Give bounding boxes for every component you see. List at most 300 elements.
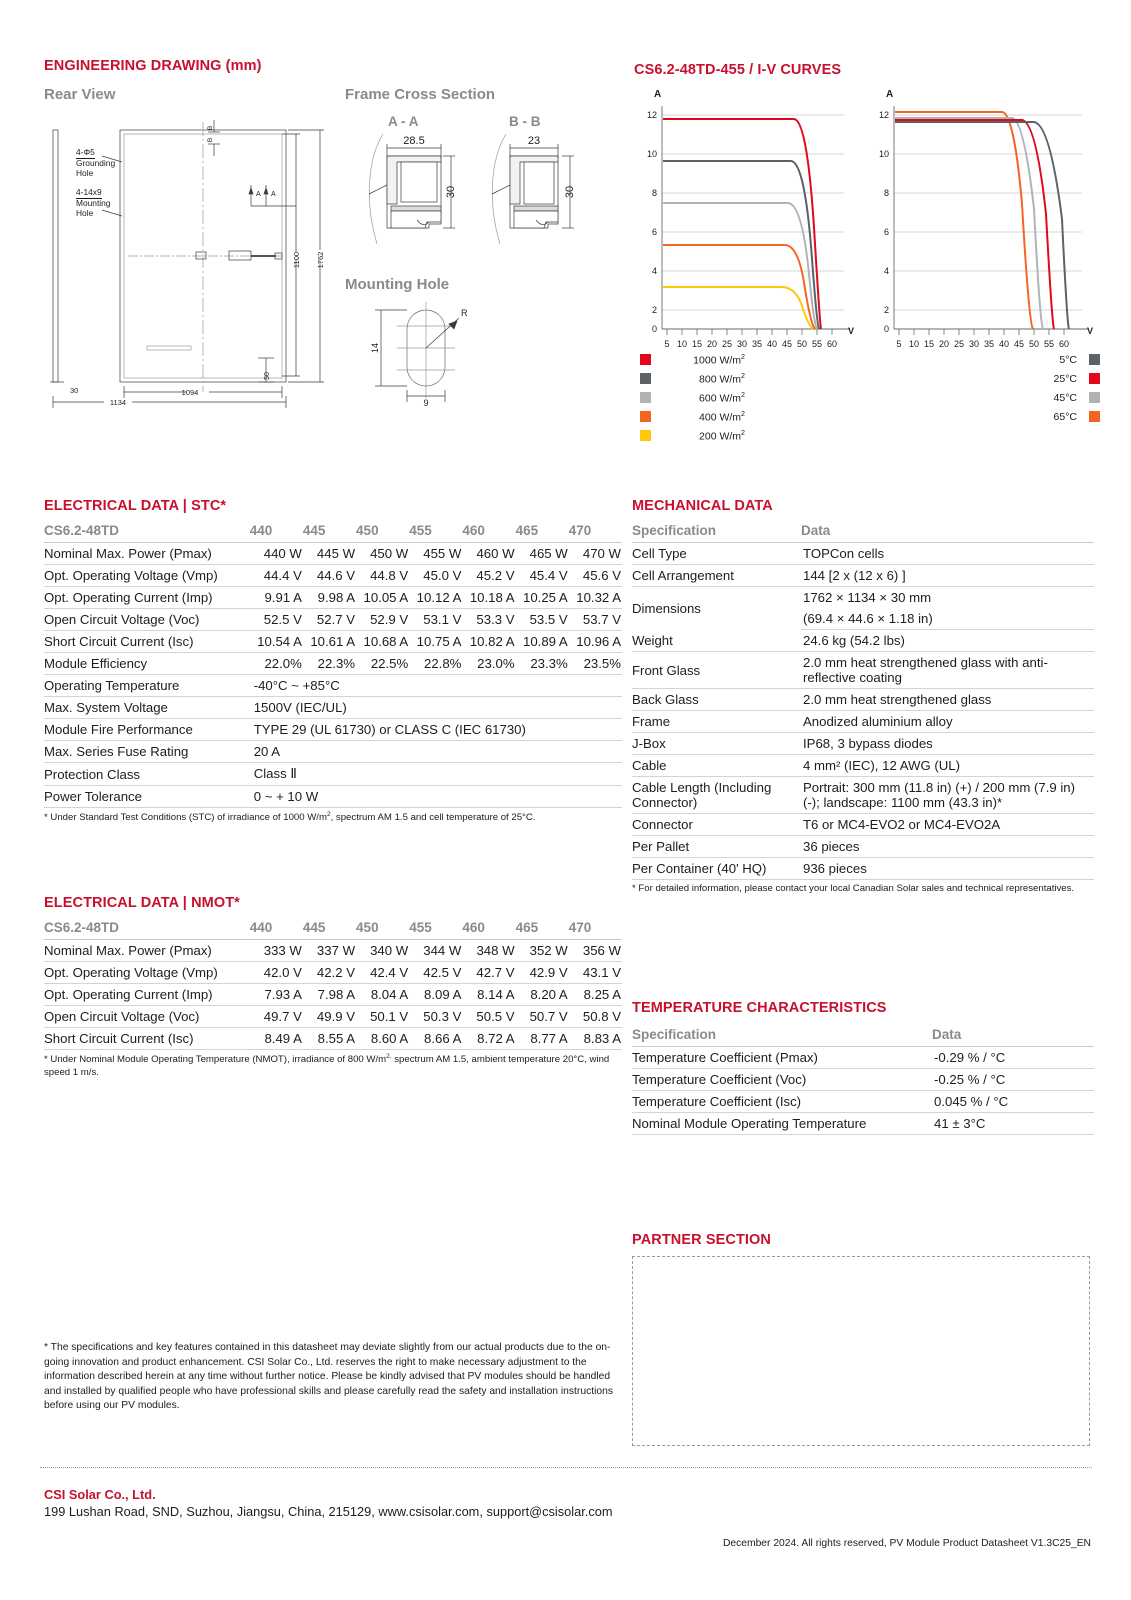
- row-value: Anodized aluminium alloy: [801, 711, 1094, 733]
- nmot-footnote: [44, 1053, 622, 1079]
- company-address: 199 Lushan Road, SND, Suzhou, Jiangsu, China, 215129, www.csisolar.com, support@csisolar.com: [44, 1504, 613, 1519]
- svg-text:35: 35: [751, 339, 763, 349]
- svg-text:2: 2: [883, 305, 889, 315]
- row-value: 44.6 V: [303, 565, 356, 587]
- row-value: -0.29 % / °C: [932, 1047, 1094, 1069]
- row-value: 50.5 V: [462, 1006, 515, 1028]
- row-value: 8.55 A: [303, 1028, 356, 1050]
- row-value: 936 pieces: [801, 858, 1094, 880]
- row-value: 337 W: [303, 940, 356, 962]
- row-value: 356 W: [569, 940, 622, 962]
- svg-text:4: 4: [651, 266, 657, 276]
- row-value: 10.05 A: [356, 587, 409, 609]
- temperature-title: TEMPERATURE CHARACTERISTICS: [632, 1000, 887, 1016]
- stc-variant-3: 455: [409, 520, 462, 543]
- svg-text:2: 2: [651, 305, 657, 315]
- row-value: 43.1 V: [569, 962, 622, 984]
- row-label: Nominal Module Operating Temperature: [632, 1113, 932, 1135]
- svg-text:12: 12: [646, 110, 657, 120]
- row-value: 10.75 A: [409, 631, 462, 653]
- dim-9: 9: [423, 398, 429, 408]
- temperature-data-header: Data: [932, 1024, 1094, 1047]
- mechanical-footnote: * For detailed information, please contact your local Canadian Solar sales and technical representatives.: [632, 883, 1075, 894]
- marker-b2: B: [207, 125, 214, 131]
- row-label: Back Glass: [632, 689, 801, 711]
- legend-label: 45°C: [1053, 391, 1077, 404]
- row-value: -0.25 % / °C: [932, 1069, 1094, 1091]
- table-row: [44, 719, 622, 741]
- legend-item: [640, 350, 760, 369]
- nmot-footnote-post: spectrum AM 1.5, ambient temperature 20°C, wind speed 1 m/s.: [44, 1054, 610, 1078]
- row-value: 52.9 V: [356, 609, 409, 631]
- electrical-data-nmot-block: [44, 895, 622, 1079]
- table-row: [632, 1091, 1094, 1113]
- row-value: 445 W: [303, 543, 356, 565]
- row-value: 42.9 V: [516, 962, 569, 984]
- row-label: Protection Class: [44, 763, 250, 786]
- nmot-footnote-pre: * Under Nominal Module Operating Temperature (NMOT), irradiance of 800 W/m: [44, 1054, 387, 1066]
- svg-text:10: 10: [676, 339, 688, 349]
- marker-a-right: A: [271, 191, 276, 198]
- footer-divider: [40, 1467, 1092, 1468]
- dim-30-aa: 30: [445, 185, 457, 199]
- svg-text:6: 6: [651, 227, 657, 237]
- row-label: Connector: [632, 814, 801, 836]
- table-row: [44, 1006, 622, 1028]
- legend-label: 5°C: [1059, 353, 1077, 366]
- svg-text:20: 20: [938, 339, 950, 349]
- legend-label: 200 $W/m^2$: [699, 428, 745, 443]
- row-value: 2.0 mm heat strengthened glass: [801, 689, 1094, 711]
- grounding-hole-line2: Hole: [76, 167, 94, 178]
- mechanical-table: [632, 520, 1094, 880]
- row-label: Opt. Operating Current (Imp): [44, 984, 250, 1006]
- mounting-hole-drawing: [355, 298, 505, 408]
- partner-section-box[interactable]: [632, 1256, 1090, 1446]
- row-value: 42.2 V: [303, 962, 356, 984]
- stc-variant-1: 445: [303, 520, 356, 543]
- row-label: Short Circuit Current (Isc): [44, 631, 250, 653]
- nmot-variant-0: 440: [250, 917, 303, 940]
- svg-text:45: 45: [781, 339, 793, 349]
- row-label: Per Pallet: [632, 836, 801, 858]
- table-row: [632, 543, 1094, 565]
- row-value: 23.3%: [516, 653, 569, 675]
- row-value: (69.4 × 44.6 × 1.18 in): [801, 608, 1094, 630]
- svg-text:4: 4: [883, 266, 889, 276]
- stc-variant-0: 440: [250, 520, 303, 543]
- svg-text:60: 60: [826, 339, 838, 349]
- row-value: 2.0 mm heat strengthened glass with anti-reflective coating: [801, 652, 1094, 689]
- mechanical-header-row: [632, 520, 1094, 543]
- svg-text:55: 55: [1043, 339, 1055, 349]
- curve-25c: [895, 120, 1054, 329]
- dim-1762: 1762: [316, 251, 325, 269]
- row-value: 22.0%: [250, 653, 303, 675]
- row-value: 4 mm² (IEC), 12 AWG (UL): [801, 755, 1094, 777]
- partner-section-title: PARTNER SECTION: [632, 1232, 771, 1248]
- svg-text:8: 8: [883, 188, 889, 198]
- row-value: 23.0%: [462, 653, 515, 675]
- table-row: [44, 587, 622, 609]
- row-label: Power Tolerance: [44, 786, 250, 808]
- dim-radius: R: [461, 308, 468, 318]
- row-value: 8.14 A: [462, 984, 515, 1006]
- document-version-footer: December 2024. All rights reserved, PV Module Product Datasheet V1.3C25_EN: [722, 1538, 1091, 1549]
- table-row: [632, 814, 1094, 836]
- iv-chart-temperature: [879, 89, 1093, 349]
- row-value: 41 ± 3°C: [932, 1113, 1094, 1135]
- legend-item: [640, 388, 760, 407]
- row-value: 10.89 A: [516, 631, 569, 653]
- row-value: 50.3 V: [409, 1006, 462, 1028]
- legend-swatch-icon: [640, 430, 651, 441]
- table-row: [44, 543, 622, 565]
- row-value: 8.20 A: [516, 984, 569, 1006]
- row-label: J-Box: [632, 733, 801, 755]
- row-value: 333 W: [250, 940, 303, 962]
- svg-text:5: 5: [664, 339, 670, 349]
- marker-a-left: A: [256, 191, 261, 198]
- electrical-data-stc-block: [44, 498, 622, 825]
- row-value: 10.68 A: [356, 631, 409, 653]
- row-value: 144 [2 x (12 x 6) ]: [801, 565, 1094, 587]
- row-label: Nominal Max. Power (Pmax): [44, 543, 250, 565]
- row-value: 10.25 A: [516, 587, 569, 609]
- row-value: Portrait: 300 mm (11.8 in) (+) / 200 mm (7.9 in) (-); landscape: 1100 mm (43.3 in)*: [801, 777, 1094, 814]
- nmot-variant-6: 470: [569, 917, 622, 940]
- right-axis-label: A: [886, 89, 894, 100]
- row-value: 45.2 V: [462, 565, 515, 587]
- curve-45c: [895, 118, 1043, 329]
- nmot-header-row: [44, 917, 622, 940]
- nmot-variant-2: 450: [356, 917, 409, 940]
- row-label: Frame: [632, 711, 801, 733]
- legend-swatch-icon: [640, 354, 651, 365]
- legend-swatch-icon: [640, 373, 651, 384]
- nmot-variant-1: 445: [303, 917, 356, 940]
- stc-variant-2: 450: [356, 520, 409, 543]
- table-row: [44, 1028, 622, 1050]
- row-label: Short Circuit Current (Isc): [44, 1028, 250, 1050]
- row-value: 50.7 V: [516, 1006, 569, 1028]
- section-bb-label: B - B: [509, 114, 541, 129]
- row-value: 42.5 V: [409, 962, 462, 984]
- mounting-hole-callout: [76, 188, 110, 219]
- nmot-variant-4: 460: [462, 917, 515, 940]
- row-label: Cable Length (Including Connector): [632, 777, 801, 814]
- table-row: [44, 763, 622, 786]
- row-value: Class Ⅱ: [250, 763, 622, 786]
- iv-curves-charts: [632, 84, 1098, 374]
- row-value: TYPE 29 (UL 61730) or CLASS C (IEC 61730): [250, 719, 622, 741]
- mechanical-title: MECHANICAL DATA: [632, 498, 773, 514]
- table-row: [632, 755, 1094, 777]
- temperature-characteristics-block: [632, 1000, 1094, 1135]
- mounting-hole-code: 4-14x9: [76, 187, 102, 197]
- mounting-hole-line2: Hole: [76, 207, 94, 218]
- row-value: 8.77 A: [516, 1028, 569, 1050]
- nmot-model-header: CS6.2-48TD: [44, 917, 250, 940]
- nmot-title: ELECTRICAL DATA | NMOT*: [44, 895, 240, 911]
- grounding-hole-line1: Grounding: [76, 157, 116, 168]
- row-value: 470 W: [569, 543, 622, 565]
- row-value: 10.54 A: [250, 631, 303, 653]
- row-label: Temperature Coefficient (Pmax): [632, 1047, 932, 1069]
- row-value: 22.8%: [409, 653, 462, 675]
- left-voltage-label: V: [848, 326, 855, 336]
- legend-swatch-icon: [1089, 354, 1100, 365]
- row-value: T6 or MC4-EVO2 or MC4-EVO2A: [801, 814, 1094, 836]
- row-label: Cell Type: [632, 543, 801, 565]
- rear-view-label: Rear View: [44, 86, 116, 103]
- row-label: Weight: [632, 630, 801, 652]
- nmot-variant-5: 465: [516, 917, 569, 940]
- nmot-variant-3: 455: [409, 917, 462, 940]
- svg-text:30: 30: [736, 339, 748, 349]
- svg-text:0: 0: [651, 324, 657, 334]
- row-label: Module Fire Performance: [44, 719, 250, 741]
- row-value: 455 W: [409, 543, 462, 565]
- row-value: 8.83 A: [569, 1028, 622, 1050]
- row-value: 45.6 V: [569, 565, 622, 587]
- mechanical-spec-header: Specification: [632, 520, 801, 543]
- table-row: [632, 836, 1094, 858]
- table-row: [632, 733, 1094, 755]
- row-value: 1500V (IEC/UL): [250, 697, 622, 719]
- row-value: 340 W: [356, 940, 409, 962]
- row-label: Open Circuit Voltage (Voc): [44, 609, 250, 631]
- table-row: [44, 984, 622, 1006]
- dim-50: 50: [264, 372, 271, 380]
- table-row: [632, 858, 1094, 880]
- left-axis-label: A: [654, 89, 662, 100]
- row-label: Temperature Coefficient (Voc): [632, 1069, 932, 1091]
- row-value: 10.61 A: [303, 631, 356, 653]
- legend-swatch-icon: [640, 411, 651, 422]
- row-value: 53.1 V: [409, 609, 462, 631]
- row-value: 42.4 V: [356, 962, 409, 984]
- table-row: [44, 962, 622, 984]
- svg-text:60: 60: [1058, 339, 1070, 349]
- svg-text:40: 40: [766, 339, 778, 349]
- legend-label: 800 $W/m^2$: [699, 371, 745, 386]
- table-row: [632, 1069, 1094, 1091]
- legend-item: [640, 426, 760, 445]
- curve-200: [663, 287, 813, 329]
- table-row: [632, 565, 1094, 587]
- dim-30-bb: 30: [564, 185, 576, 199]
- row-value: 8.60 A: [356, 1028, 409, 1050]
- row-value: 45.4 V: [516, 565, 569, 587]
- svg-text:8: 8: [651, 188, 657, 198]
- dim-28-5: 28.5: [403, 135, 425, 147]
- row-value: 53.5 V: [516, 609, 569, 631]
- legend-item: [990, 369, 1100, 388]
- nmot-table: [44, 917, 622, 1050]
- row-value: 9.98 A: [303, 587, 356, 609]
- iv-curves-title: CS6.2-48TD-455 / I-V CURVES: [634, 62, 842, 78]
- table-row: [44, 653, 622, 675]
- stc-table: [44, 520, 622, 808]
- row-value: 8.66 A: [409, 1028, 462, 1050]
- table-row: [632, 689, 1094, 711]
- frame-section-aa-drawing: [355, 132, 475, 252]
- svg-text:0: 0: [883, 324, 889, 334]
- svg-text:10: 10: [878, 149, 889, 159]
- svg-text:50: 50: [1028, 339, 1040, 349]
- row-label: Max. Series Fuse Rating: [44, 741, 250, 763]
- row-value: 8.49 A: [250, 1028, 303, 1050]
- stc-variant-4: 460: [462, 520, 515, 543]
- legend-swatch-icon: [1089, 373, 1100, 384]
- svg-text:5: 5: [896, 339, 902, 349]
- row-value: 52.5 V: [250, 609, 303, 631]
- mechanical-data-header: Data: [801, 520, 1094, 543]
- stc-title: ELECTRICAL DATA | STC*: [44, 498, 227, 514]
- svg-text:35: 35: [983, 339, 995, 349]
- row-value: 10.18 A: [462, 587, 515, 609]
- row-label: Opt. Operating Current (Imp): [44, 587, 250, 609]
- table-row: [44, 675, 622, 697]
- table-row: [632, 652, 1094, 689]
- legend-swatch-icon: [1089, 411, 1100, 422]
- row-label: Operating Temperature: [44, 675, 250, 697]
- row-value: 465 W: [516, 543, 569, 565]
- row-value: 344 W: [409, 940, 462, 962]
- row-label: Opt. Operating Voltage (Vmp): [44, 962, 250, 984]
- row-label: Temperature Coefficient (Isc): [632, 1091, 932, 1113]
- section-aa-label: A - A: [388, 114, 419, 129]
- temperature-spec-header: Specification: [632, 1024, 932, 1047]
- row-value: 50.8 V: [569, 1006, 622, 1028]
- row-value: 7.98 A: [303, 984, 356, 1006]
- row-value: 42.0 V: [250, 962, 303, 984]
- svg-text:55: 55: [811, 339, 823, 349]
- legend-item: [990, 388, 1100, 407]
- svg-text:15: 15: [691, 339, 703, 349]
- row-value: 0.045 % / °C: [932, 1091, 1094, 1113]
- row-value: -40°C ~ +85°C: [250, 675, 622, 697]
- row-value: 53.7 V: [569, 609, 622, 631]
- frame-cross-section-label: Frame Cross Section: [345, 86, 496, 103]
- svg-text:40: 40: [998, 339, 1010, 349]
- legend-label: 600 $W/m^2$: [699, 390, 745, 405]
- dim-23: 23: [527, 135, 541, 147]
- row-value: TOPCon cells: [801, 543, 1094, 565]
- svg-text:25: 25: [953, 339, 965, 349]
- table-row: [632, 587, 1094, 609]
- legend-item: [640, 407, 760, 426]
- stc-footnote-sup: 2: [326, 811, 331, 818]
- curve-65c: [895, 112, 1033, 329]
- svg-text:45: 45: [1013, 339, 1025, 349]
- marker-b: B: [207, 137, 214, 143]
- legend-swatch-icon: [640, 392, 651, 403]
- row-value: 0 ~ + 10 W: [250, 786, 622, 808]
- svg-text:12: 12: [878, 110, 889, 120]
- row-value: 44.8 V: [356, 565, 409, 587]
- row-label: Front Glass: [632, 652, 801, 689]
- stc-variant-6: 470: [569, 520, 622, 543]
- table-row: [632, 630, 1094, 652]
- row-label: Opt. Operating Voltage (Vmp): [44, 565, 250, 587]
- row-value: 10.32 A: [569, 587, 622, 609]
- frame-section-bb-drawing: [478, 132, 598, 252]
- row-value: 10.82 A: [462, 631, 515, 653]
- table-row: [44, 940, 622, 962]
- row-value: 49.9 V: [303, 1006, 356, 1028]
- row-label: Nominal Max. Power (Pmax): [44, 940, 250, 962]
- table-row: [44, 565, 622, 587]
- row-value: 8.72 A: [462, 1028, 515, 1050]
- legend-swatch-icon: [1089, 392, 1100, 403]
- row-value: 49.7 V: [250, 1006, 303, 1028]
- table-row: [632, 777, 1094, 814]
- engineering-drawing-title: ENGINEERING DRAWING (mm): [44, 58, 262, 74]
- iv-legend-temperature: [990, 350, 1100, 426]
- stc-footnote-pre: * Under Standard Test Conditions (STC) of irradiance of 1000 W/m: [44, 812, 327, 824]
- row-label: Per Container (40' HQ): [632, 858, 801, 880]
- row-value: 22.3%: [303, 653, 356, 675]
- row-value: 10.12 A: [409, 587, 462, 609]
- iv-chart-irradiance: [647, 89, 854, 349]
- row-value: 1762 × 1134 × 30 mm: [803, 590, 932, 605]
- stc-footnote-post: , spectrum AM 1.5 and cell temperature of 25°C.: [330, 812, 536, 824]
- svg-text:30: 30: [968, 339, 980, 349]
- dim-1094: 1094: [181, 388, 199, 397]
- table-row: [632, 711, 1094, 733]
- row-value: 53.3 V: [462, 609, 515, 631]
- row-value: 20 A: [250, 741, 622, 763]
- legend-label: 1000 $W/m^2$: [693, 352, 745, 367]
- row-value: 8.04 A: [356, 984, 409, 1006]
- row-value: 352 W: [516, 940, 569, 962]
- stc-variant-5: 465: [516, 520, 569, 543]
- legend-label: 400 $W/m^2$: [699, 409, 745, 424]
- row-value: 460 W: [462, 543, 515, 565]
- temperature-table: [632, 1024, 1094, 1135]
- row-label: Dimensions: [632, 600, 701, 616]
- row-label: Module Efficiency: [44, 653, 250, 675]
- row-label: Max. System Voltage: [44, 697, 250, 719]
- nmot-footnote-sup: 2,: [386, 1053, 392, 1060]
- row-value: 23.5%: [569, 653, 622, 675]
- dim-30-edge: 30: [70, 386, 79, 395]
- legend-item: [990, 350, 1100, 369]
- table-row: [44, 609, 622, 631]
- stc-footnote: [44, 811, 622, 825]
- table-row: [44, 631, 622, 653]
- iv-legend-irradiance: [640, 350, 760, 445]
- svg-text:25: 25: [721, 339, 733, 349]
- disclaimer-text: * The specifications and key features contained in this datasheet may deviate slightly from our actual products due to the on-going innovation and product enhancement. CSI Solar Co., Ltd. reserves the right to make necessary adjustment to the information described herein at any time without further notice. Please be kindly advised that PV modules should be handled and installed by qualified people who have professional skills and please carefully read the safety and installation instructions before using our PV modules.: [44, 1342, 613, 1412]
- row-value: 42.7 V: [462, 962, 515, 984]
- row-value: 45.0 V: [409, 565, 462, 587]
- company-name: CSI Solar Co., Ltd.: [44, 1487, 156, 1502]
- table-row: [44, 741, 622, 763]
- row-value: 8.09 A: [409, 984, 462, 1006]
- row-value: 8.25 A: [569, 984, 622, 1006]
- row-label: Cable: [632, 755, 801, 777]
- row-value: 10.96 A: [569, 631, 622, 653]
- dim-1134: 1134: [109, 398, 127, 407]
- stc-model-header: CS6.2-48TD: [44, 520, 250, 543]
- row-value: 440 W: [250, 543, 303, 565]
- row-label: Open Circuit Voltage (Voc): [44, 1006, 250, 1028]
- temperature-header-row: [632, 1024, 1094, 1047]
- row-value: 22.5%: [356, 653, 409, 675]
